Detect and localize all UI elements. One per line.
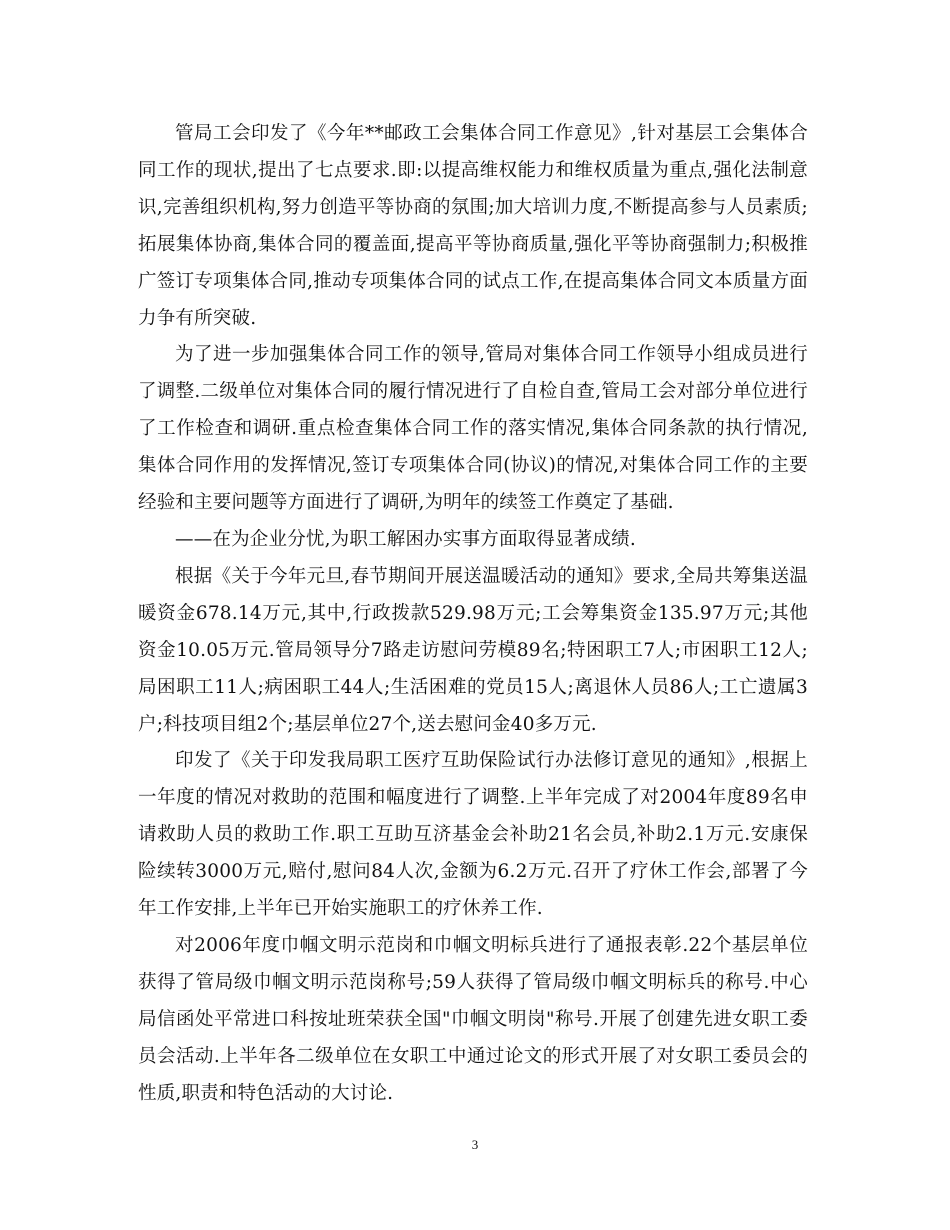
- paragraph-section-heading: ——在为企业分忧,为职工解困办实事方面取得显著成绩.: [175, 528, 636, 550]
- paragraph-women-commendation: 对2006年度巾帼文明示范岗和巾帼文明标兵进行了通报表彰.22个基层单位获得了管局级巾帼文明示范岗称号;59人获得了管局级巾帼文明标兵的称号.中心局信函处平常进口科按址班荣获全国"巾帼文明岗"称号.开展了创建先进女职工委员会活动.上半年各二级单位在女职工中通过论文的形式开展了对女职工委员会的性质,职责和特色活动的大讨论.: [138, 934, 808, 1104]
- paragraph-collective-contract-opinion: 管局工会印发了《今年**邮政工会集体合同工作意见》,针对基层工会集体合同工作的现状,提出了七点要求.即:以提高维权能力和维权质量为重点,强化法制意识,完善组织机构,努力创造平等协商的氛围;加大培训力度,不断提高参与人员素质;拓展集体协商,集体合同的覆盖面,提高平等协商质量,强化平等协商强制力;积极推广签订专项集体合同,推动专项集体合同的试点工作,在提高集体合同文本质量方面力争有所突破.: [138, 123, 808, 329]
- paragraph-contract-leadership: 为了进一步加强集体合同工作的领导,管局对集体合同工作领导小组成员进行了调整.二级单位对集体合同的履行情况进行了自检自查,管局工会对部分单位进行了工作检查和调研.重点检查集体合同工作的落实情况,集体合同条款的执行情况,集体合同作用的发挥情况,签订专项集体合同(协议)的情况,对集体合同工作的主要经验和主要问题等方面进行了调研,为明年的续签工作奠定了基础.: [138, 344, 808, 514]
- page-number: 3: [471, 1137, 479, 1152]
- paragraph-medical-insurance: 印发了《关于印发我局职工医疗互助保险试行办法修订意见的通知》,根据上一年度的情况对救助的范围和幅度进行了调整.上半年完成了对2004年度89名申请救助人员的救助工作.职工互助互济基金会补助21名会员,补助2.1万元.安康保险续转3000万元,赔付,慰问84人次,金额为6.2万元.召开了疗休工作会,部署了今年工作安排,上半年已开始实施职工的疗休养工作.: [138, 750, 809, 920]
- paragraph-warmth-campaign: 根据《关于今年元旦,春节期间开展送温暖活动的通知》要求,全局共筹集送温暖资金678.14万元,其中,行政拨款529.98万元;工会筹集资金135.97万元;其他资金10.05万元.管局领导分7路走访慰问劳模89名;特困职工7人;市困职工12人;局困职工11人;病困职工44人;生活困难的党员15人;离退休人员86人;工亡遗属3户;科技项目组2个;基层单位27个,送去慰问金40多万元.: [138, 565, 808, 735]
- document-body: [138, 116, 808, 1112]
